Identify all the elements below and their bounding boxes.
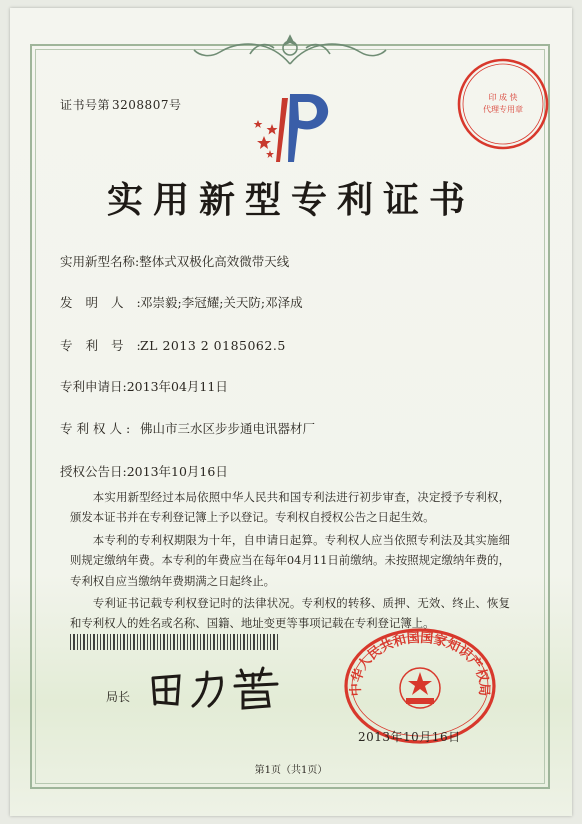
field-value: ZL 2013 2 0185062.5 <box>140 338 286 353</box>
body-paragraph: 专利证书记载专利权登记时的法律状况。专利权的转移、质押、无效、终止、恢复和专利权人的姓名或名称、国籍、地址变更等事项记载在专利登记簿上。 <box>70 596 510 631</box>
field-value: 邓崇毅;李冠耀;关天防;邓泽成 <box>140 295 303 310</box>
body-paragraph: 本实用新型经过本局依照中华人民共和国专利法进行初步审查，决定授予专利权，颁发本证书并在专利登记簿上予以登记。专利权自授权公告之日起生效。 <box>70 490 510 525</box>
cert-number-label: 证书号第 <box>60 98 111 112</box>
field-label: 实用新型名称: <box>60 254 140 269</box>
field-value: 整体式双极化高效微带天线 <box>139 254 290 269</box>
patentee-field <box>60 419 315 437</box>
field-value: 佛山市三水区步步通电讯器材厂 <box>140 421 316 436</box>
certificate-number <box>60 96 181 113</box>
inventor-field <box>60 293 303 311</box>
certificate-body <box>70 487 510 636</box>
seal-text: 中华人民共和国国家知识产权局 <box>348 630 492 697</box>
svg-text:代理专用章: 代理专用章 <box>483 105 523 114</box>
announcement-date-field <box>60 462 228 480</box>
field-label: 专利权人: <box>60 421 135 436</box>
director-label: 局长 <box>106 690 131 704</box>
field-label: 授权公告日: <box>60 464 127 479</box>
agency-stamp-icon <box>455 56 551 152</box>
field-value: 2013年04月11日 <box>126 379 228 394</box>
director-signature-icon <box>145 664 285 714</box>
page-title: 实用新型专利证书 <box>106 179 475 221</box>
field-value: 2013年10月16日 <box>126 464 228 479</box>
svg-text:印 成 快: 印 成 快 <box>488 93 518 102</box>
field-label: 专利申请日: <box>60 379 127 394</box>
body-paragraph: 本专利的专利权期限为十年，自申请日起算。专利权人应当依照专利法及其实施细则规定缴纳年费。本专利的年费应当在每年04月11日前缴纳。未按照规定缴纳年费的，专利权自应当缴纳年费期满之日起终止。 <box>70 532 510 588</box>
field-label: 发明人: <box>60 295 154 310</box>
cert-number-suffix: 号 <box>168 98 182 112</box>
grant-date: 2013年10月16日 <box>358 730 461 744</box>
page-number: 第1页（共1页） <box>254 765 328 776</box>
field-label: 专利号: <box>60 338 154 353</box>
cert-number-value: 3208807 <box>112 98 169 112</box>
patent-office-logo-icon <box>250 88 340 168</box>
ornament-icon <box>190 30 390 70</box>
utility-model-name-field <box>60 252 289 270</box>
application-date-field <box>60 377 228 395</box>
patent-number-field <box>60 336 286 354</box>
barcode-icon <box>70 634 280 650</box>
